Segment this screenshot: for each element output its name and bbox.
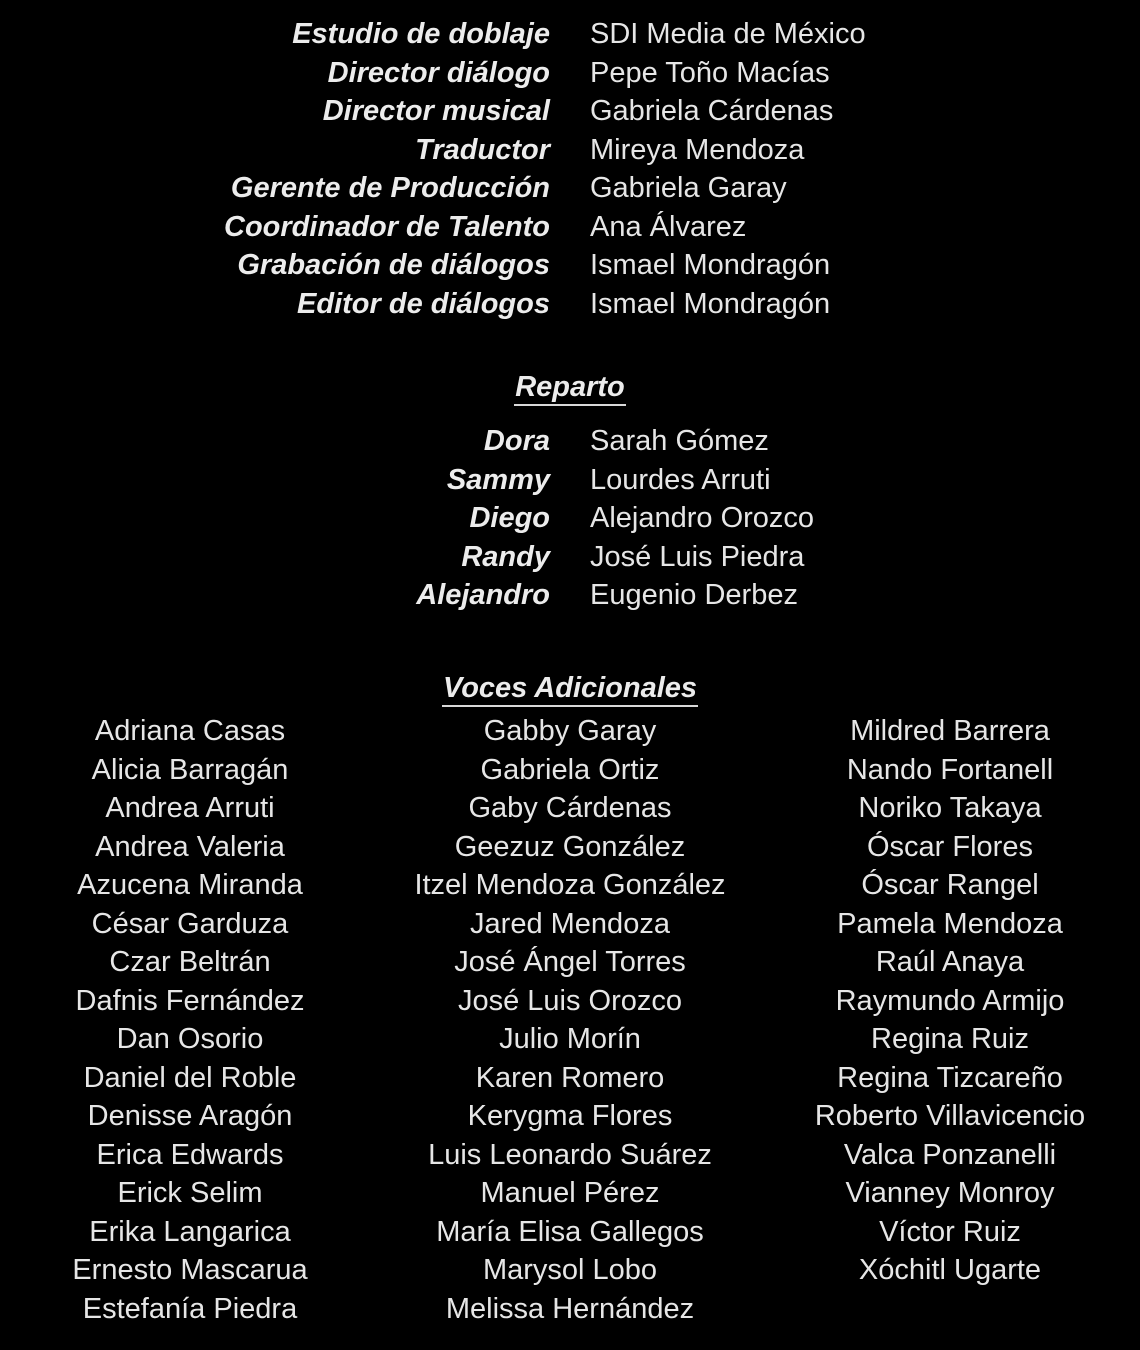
character-name: Diego [469, 502, 550, 534]
actor-name: Lourdes Arruti [590, 463, 771, 496]
voice-actor-name: Itzel Mendoza González [414, 869, 726, 901]
voices-heading-text: Voces Adicionales [442, 671, 698, 707]
voice-actor-name: Gaby Cárdenas [468, 792, 672, 824]
voice-actor-name: Alicia Barragán [91, 753, 289, 786]
voice-actor-name: Pamela Mendoza [837, 907, 1063, 940]
voice-actor-name: Gabby Garay [483, 715, 657, 747]
voice-actor-name: Denisse Aragón [87, 1100, 293, 1132]
crew-role: Coordinador de Talento [224, 210, 550, 243]
cast-row [0, 499, 1140, 537]
voice-actor-name: Víctor Ruiz [879, 1215, 1021, 1248]
crew-name: Pepe Toño Macías [590, 56, 830, 89]
crew-role: Gerente de Producción [230, 172, 550, 204]
voice-actor-name: Luis Leonardo Suárez [428, 1138, 712, 1171]
crew-row [0, 208, 1140, 246]
voice-actor-name: Ernesto Mascarua [72, 1254, 308, 1286]
character-name: Randy [461, 540, 550, 573]
voice-actor-name: Geezuz González [454, 830, 686, 863]
crew-role: Director diálogo [327, 56, 550, 89]
voice-actor-name: Daniel del Roble [83, 1061, 297, 1094]
crew-role: Editor de diálogos [297, 287, 550, 320]
voice-actor-name: Adriana Casas [94, 715, 286, 747]
voice-actor-name: Estefanía Piedra [82, 1292, 298, 1325]
voice-actor-name: María Elisa Gallegos [436, 1215, 704, 1248]
cast-row [0, 538, 1140, 576]
crew-role: Estudio de doblaje [292, 18, 550, 50]
voice-actor-name: Roberto Villavicencio [814, 1100, 1086, 1132]
voice-actor-name: Óscar Flores [867, 830, 1033, 863]
voice-actor-name: Raúl Anaya [875, 946, 1025, 978]
voices-heading [0, 669, 1140, 707]
character-name: Dora [483, 425, 550, 457]
voice-actor-name: José Luis Orozco [457, 984, 683, 1017]
voice-actor-name: Erick Selim [117, 1177, 263, 1209]
crew-row [0, 131, 1140, 169]
voice-actor-name: Raymundo Armijo [835, 984, 1065, 1017]
voice-actor-name: Jared Mendoza [470, 907, 670, 940]
character-name: Alejandro [416, 579, 550, 611]
crew-name: Gabriela Garay [590, 172, 787, 204]
crew-row [0, 54, 1140, 92]
voice-actor-name: Azucena Miranda [77, 869, 303, 901]
actor-name: Eugenio Derbez [590, 579, 798, 611]
actor-name: Sarah Gómez [590, 425, 769, 457]
crew-role: Director musical [322, 95, 550, 127]
crew-name: Ana Álvarez [590, 210, 747, 243]
crew-role: Grabación de diálogos [237, 249, 550, 281]
crew-role: Traductor [415, 133, 550, 166]
crew-row [0, 246, 1140, 284]
voice-actor-name: Valca Ponzanelli [843, 1138, 1057, 1171]
voice-actor-name: Noriko Takaya [858, 792, 1042, 824]
voice-actor-name: Erica Edwards [96, 1138, 284, 1171]
voice-actor-name: Andrea Valeria [95, 830, 285, 863]
crew-name: SDI Media de México [590, 18, 866, 50]
voice-actor-name: Xóchitl Ugarte [858, 1254, 1042, 1286]
voice-actor-name: Dan Osorio [116, 1023, 264, 1055]
voices-column-1 [0, 712, 380, 1328]
voices-column-2 [380, 712, 760, 1328]
voice-actor-name: Gabriela Ortiz [480, 753, 660, 786]
voice-actor-name: Melissa Hernández [445, 1292, 695, 1325]
crew-row [0, 92, 1140, 130]
voice-actor-name: Óscar Rangel [861, 869, 1039, 901]
cast-heading-text: Reparto [514, 370, 626, 406]
cast-row [0, 576, 1140, 614]
voice-actor-name: Vianney Monroy [845, 1177, 1055, 1209]
voice-actor-name: Andrea Arruti [105, 792, 275, 824]
voice-actor-name: Nando Fortanell [846, 753, 1054, 786]
voice-actor-name: Marysol Lobo [482, 1254, 658, 1286]
crew-row [0, 285, 1140, 323]
crew-name: Ismael Mondragón [590, 287, 831, 320]
voice-actor-name: Erika Langarica [89, 1215, 291, 1248]
actor-name: José Luis Piedra [590, 540, 805, 573]
cast-row [0, 422, 1140, 460]
crew-name: Mireya Mendoza [590, 133, 805, 166]
voices-column-3 [760, 712, 1140, 1290]
voice-actor-name: Regina Ruiz [871, 1023, 1029, 1055]
character-name: Sammy [446, 463, 550, 496]
voice-actor-name: José Ángel Torres [454, 946, 686, 978]
crew-name: Ismael Mondragón [590, 249, 831, 281]
voice-actor-name: Julio Morín [499, 1023, 641, 1055]
voice-actor-name: Kerygma Flores [467, 1100, 673, 1132]
cast-heading [0, 368, 1140, 406]
actor-name: Alejandro Orozco [590, 502, 815, 534]
cast-row [0, 461, 1140, 499]
voice-actor-name: César Garduza [91, 907, 289, 940]
crew-name: Gabriela Cárdenas [590, 95, 834, 127]
voice-actor-name: Czar Beltrán [109, 946, 271, 978]
voice-actor-name: Regina Tizcareño [837, 1061, 1063, 1094]
crew-row [0, 169, 1140, 207]
voice-actor-name: Karen Romero [475, 1061, 665, 1094]
voice-actor-name: Mildred Barrera [850, 715, 1050, 747]
crew-row [0, 15, 1140, 53]
voice-actor-name: Dafnis Fernández [75, 984, 305, 1017]
voice-actor-name: Manuel Pérez [480, 1177, 660, 1209]
